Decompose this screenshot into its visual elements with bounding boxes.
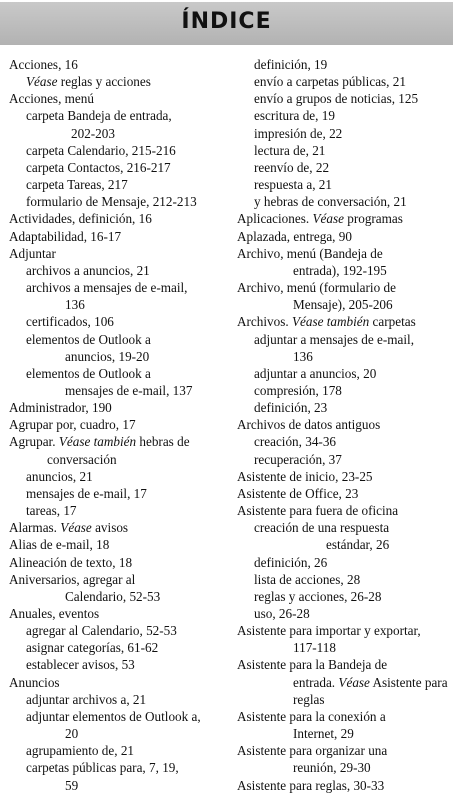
index-subentry: definición, 19 [254,57,328,72]
index-subentry: anuncios, 19-20 [65,348,150,364]
entry-text: hebras de [136,434,190,450]
index-subentry: definición, 26 [254,554,328,570]
index-entry: Anuales, eventos [9,606,100,621]
entry-text: entrada. [293,674,339,690]
index-subentry [9,73,234,90]
index-entry: Acciones, 16 [9,57,78,72]
page-title: ÍNDICE [181,9,272,34]
index-subentry: recuperación, 37 [254,451,342,467]
index-subentry: elementos de Outlook a [26,365,151,381]
index-entry: Adjuntar [9,245,56,261]
index-subentry: creación de una respuesta [254,520,390,536]
index-entry: Aplazada, entrega, 90 [237,228,352,244]
index-subentry: estándar, 26 [326,537,390,553]
index-subentry: carpetas públicas para, 7, 19, [26,760,179,776]
index-subentry: adjuntar archivos a, 21 [26,691,147,707]
index-subentry: respuesta a, 21 [254,177,332,193]
index-subentry: certificados, 106 [26,314,114,330]
index-subentry: archivos a anuncios, 21 [26,262,150,278]
index-subentry [237,674,451,691]
index-subentry: compresión, 178 [254,382,342,398]
index-entry: Archivo, menú (formulario de [237,280,396,296]
index-subentry: carpeta Contactos, 216-217 [26,159,171,175]
index-subentry: 59 [65,777,79,793]
index-subentry: lista de acciones, 28 [254,571,361,587]
index-subentry: carpeta Calendario, 215-216 [26,142,176,158]
index-subentry: Internet, 29 [293,726,354,742]
index-subentry: 202-203 [71,125,115,141]
index-subentry: impresión de, 22 [254,125,343,141]
cross-reference-text: Véase también [291,314,370,330]
index-subentry: lectura de, 21 [254,142,326,158]
entry-text: programas [343,211,403,227]
entry-text: Agrupar. [9,434,59,450]
index-entry: Alineación de texto, 18 [9,554,133,570]
index-subentry: 136 [293,348,313,364]
cross-reference-text: Véase [338,674,370,690]
entry-text: Aplicaciones. [237,211,313,227]
index-header-banner [0,2,453,45]
index-subentry: carpeta Bandeja de entrada, [26,108,172,124]
cross-reference-text: Véase también [58,434,137,450]
index-entry: Asistente para la Bandeja de [237,657,388,673]
entry-text: reglas y acciones [57,74,151,90]
index-subentry: establecer avisos, 53 [26,657,135,673]
index-subentry: tareas, 17 [26,503,77,519]
index-subentry: archivos a mensajes de e-mail, [26,280,188,296]
index-entry: Asistente de Office, 23 [237,485,359,501]
index-subentry: Calendario, 52-53 [65,588,161,604]
index-subentry: envío a grupos de noticias, 125 [254,91,419,107]
index-subentry: 136 [65,297,85,313]
index-entry: Archivo, menú (Bandeja de [237,245,383,261]
index-subentry: adjuntar elementos de Outlook a, [26,708,201,724]
cross-reference-text: Véase [60,520,92,536]
index-subentry: definición, 23 [254,400,328,416]
index-entry: Archivos de datos antiguos [237,417,381,433]
index-entry: Actividades, definición, 16 [9,211,152,227]
index-entry: Acciones, menú [9,91,94,107]
index-entry: Asistente para fuera de oficina [237,503,399,519]
index-subentry: y hebras de conversación, 21 [254,194,407,210]
index-subentry: envío a carpetas públicas, 21 [254,74,406,90]
entry-text: avisos [91,520,129,536]
index-subentry: mensajes de e-mail, 17 [26,485,147,501]
index-subentry: conversación [47,451,117,467]
index-subentry: 117-118 [293,640,336,656]
index-entry: Asistente para organizar una [237,743,388,759]
index-entry: Agrupar por, cuadro, 17 [9,417,136,433]
index-subentry: Mensaje), 205-206 [293,297,393,313]
index-column-left [9,56,234,794]
index-subentry: reglas y acciones, 26-28 [254,588,382,604]
index-subentry: reunión, 29-30 [293,760,371,776]
index-subentry: asignar categorías, 61-62 [26,640,159,656]
index-entry [237,210,451,227]
index-entry: Asistente para importar y exportar, [237,623,421,639]
index-subentry: entrada), 192-195 [293,262,387,278]
index-subentry: 20 [65,726,79,742]
index-subentry: carpeta Tareas, 217 [26,177,128,193]
entry-text: Archivos. [237,314,292,330]
index-subentry: agrupamiento de, 21 [26,743,135,759]
index-subentry: anuncios, 21 [26,468,93,484]
index-entry: Adaptabilidad, 16-17 [9,228,122,244]
index-entry [9,519,234,536]
index-subentry: adjuntar a anuncios, 20 [254,365,377,381]
index-entry: Aniversarios, agregar al [9,571,136,587]
entry-text: carpetas [369,314,416,330]
index-subentry: formulario de Mensaje, 212-213 [26,194,197,210]
index-subentry: adjuntar a mensajes de e-mail, [254,331,415,347]
index-subentry: reglas [293,691,325,707]
index-entry: Anuncios [9,674,60,690]
index-entry [237,313,451,330]
index-entry: Asistente para reglas, 30-33 [237,777,385,793]
index-entry [9,433,234,450]
index-subentry: uso, 26-28 [254,606,310,621]
index-subentry: creación, 34-36 [254,434,337,450]
index-subentry: agregar al Calendario, 52-53 [26,623,177,639]
entry-text: Asistente para [369,674,448,690]
index-entry: Asistente para la conexión a [237,708,386,724]
index-entry: Administrador, 190 [9,400,112,416]
index-subentry: escritura de, 19 [254,108,335,124]
cross-reference-text: Véase [312,211,344,227]
index-entry: Asistente de inicio, 23-25 [237,468,373,484]
index-subentry: mensajes de e-mail, 137 [65,382,193,398]
cross-reference-text: Véase [26,74,58,90]
entry-text: Alarmas. [9,520,61,536]
index-subentry: reenvío de, 22 [254,159,330,175]
index-column-right [237,56,451,794]
index-subentry: elementos de Outlook a [26,331,151,347]
index-entry: Alias de e-mail, 18 [9,537,110,553]
